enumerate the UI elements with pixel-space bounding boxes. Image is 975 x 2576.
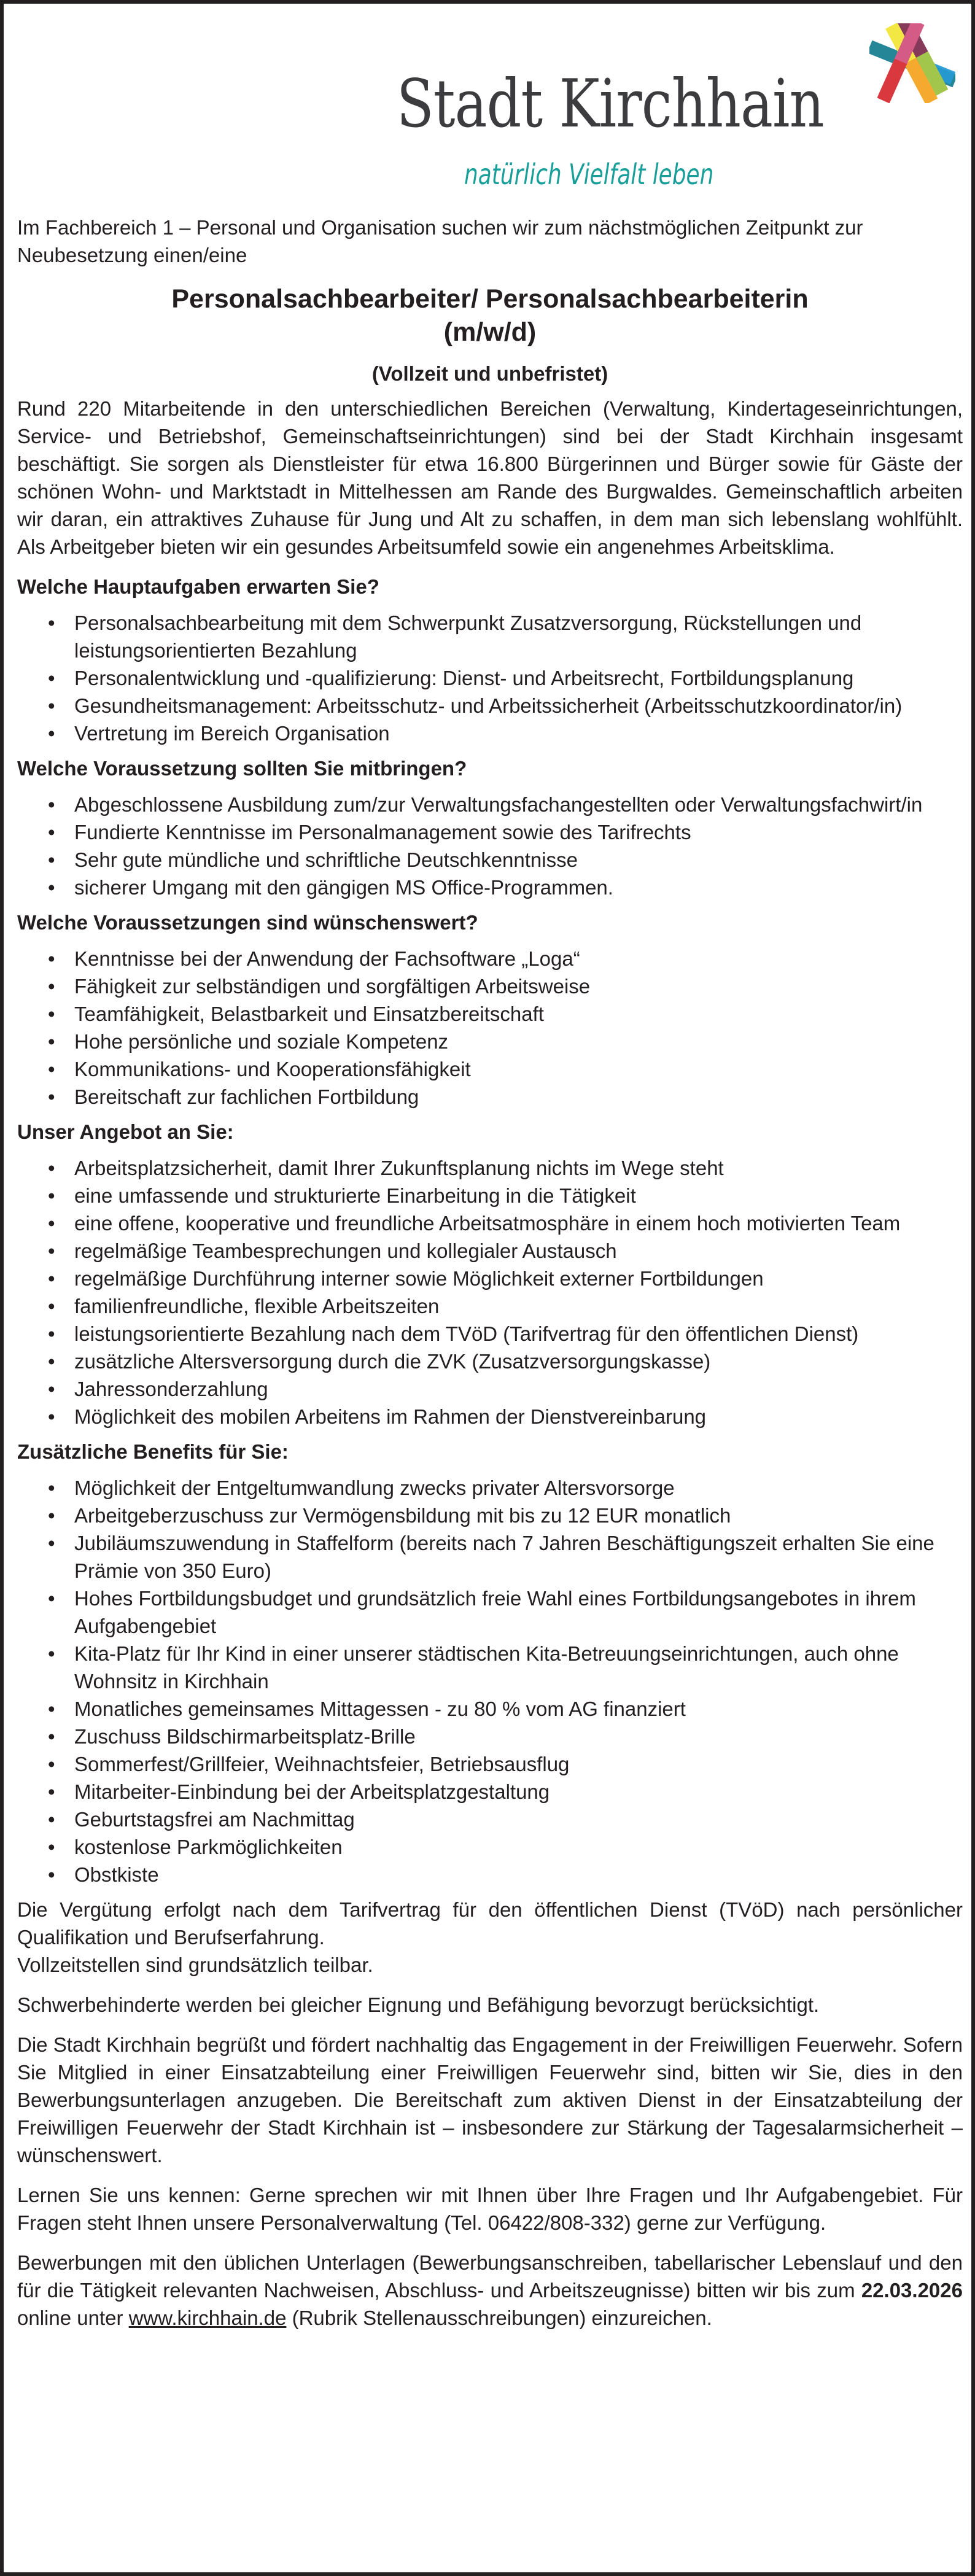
list-item: • Möglichkeit des mobilen Arbeitens im Rahmen der Dienstvereinbarung bbox=[17, 1403, 963, 1430]
list-item: • Personalsachbearbeitung mit dem Schwerpunkt Zusatzversorgung, Rückstellungen und leistungsorientierten Bezahlung bbox=[17, 609, 963, 664]
bullet-icon: • bbox=[48, 1350, 55, 1373]
benefits-list bbox=[17, 1474, 963, 1888]
tasks-list bbox=[17, 609, 963, 747]
parttime-info: Vollzeitstellen sind grundsätzlich teilbar. bbox=[17, 1953, 373, 1976]
list-item: • Fähigkeit zur selbständigen und sorgfältigen Arbeitsweise bbox=[17, 972, 963, 1000]
list-item: • Geburtstagsfrei am Nachmittag bbox=[17, 1806, 963, 1833]
bullet-icon: • bbox=[48, 1212, 55, 1235]
list-item: • Gesundheitsmanagement: Arbeitsschutz- und Arbeitssicherheit (Arbeitsschutzkoordinator/in) bbox=[17, 692, 963, 720]
bullet-icon: • bbox=[48, 848, 55, 871]
list-item: • Zuschuss Bildschirmarbeitsplatz-Brille bbox=[17, 1723, 963, 1750]
bullet-icon: • bbox=[48, 1808, 55, 1831]
list-item: • familienfreundliche, flexible Arbeitszeiten bbox=[17, 1292, 963, 1320]
bullet-icon: • bbox=[48, 821, 55, 844]
bullet-icon: • bbox=[48, 1504, 55, 1527]
list-item: • Jahressonderzahlung bbox=[17, 1375, 963, 1403]
bullet-icon: • bbox=[48, 975, 55, 998]
bullet-icon: • bbox=[48, 1322, 55, 1345]
bullet-icon: • bbox=[48, 793, 55, 816]
desirable-list bbox=[17, 945, 963, 1111]
bullet-icon: • bbox=[48, 1725, 55, 1748]
list-item: • Arbeitsplatzsicherheit, damit Ihrer Zukunftsplanung nichts im Wege steht bbox=[17, 1154, 963, 1182]
bullet-icon: • bbox=[48, 1184, 55, 1207]
bullet-icon: • bbox=[48, 1532, 55, 1554]
list-item: • Bereitschaft zur fachlichen Fortbildung bbox=[17, 1083, 963, 1111]
list-item: • Kenntnisse bei der Anwendung der Fachsoftware „Loga“ bbox=[17, 945, 963, 972]
section-heading-desirable: Welche Voraussetzungen sind wünschenswert? bbox=[17, 911, 478, 934]
bullet-icon: • bbox=[48, 611, 55, 634]
list-item: • Monatliches gemeinsames Mittagessen - zu 80 % vom AG finanziert bbox=[17, 1695, 963, 1723]
application-info: Bewerbungen mit den üblichen Unterlagen (Bewerbungsanschreiben, tabellarischer Lebenslauf und den für die Tätigkeit relevanten Nachweisen, Abschluss- und Arbeitszeugnisse) bitten wir bis zum 22.03.2026 online unter www.kirchhain.de (Rubrik Stellenausschreibungen) einzureichen. bbox=[17, 2251, 963, 2329]
bullet-icon: • bbox=[48, 1157, 55, 1179]
list-item: • zusätzliche Altersversorgung durch die ZVK (Zusatzversorgungskasse) bbox=[17, 1348, 963, 1375]
bullet-icon: • bbox=[48, 722, 55, 745]
section-heading-tasks: Welche Hauptaufgaben erwarten Sie? bbox=[17, 575, 379, 598]
bullet-icon: • bbox=[48, 1003, 55, 1025]
list-item: • leistungsorientierte Bezahlung nach dem TVöD (Tarifvertrag für den öffentlichen Dienst) bbox=[17, 1320, 963, 1348]
list-item: • Abgeschlossene Ausbildung zum/zur Verwaltungsfachangestellten oder Verwaltungsfachwirt/in bbox=[17, 791, 963, 818]
application-deadline: 22.03.2026 bbox=[861, 2279, 963, 2302]
list-item: • kostenlose Parkmöglichkeiten bbox=[17, 1833, 963, 1861]
list-item: • Personalentwicklung und -qualifizierung: Dienst- und Arbeitsrecht, Fortbildungsplanung bbox=[17, 664, 963, 692]
list-item: • eine umfassende und strukturierte Einarbeitung in die Tätigkeit bbox=[17, 1182, 963, 1209]
bullet-icon: • bbox=[48, 1863, 55, 1886]
contact-info: Lernen Sie uns kennen: Gerne sprechen wir mit Ihnen über Ihre Fragen und Ihr Aufgabengebiet. Für Fragen steht Ihnen unsere Personalverwaltung (Tel. 06422/808-332) gerne zur Verfügung. bbox=[17, 2184, 963, 2234]
firefighter-info: Die Stadt Kirchhain begrüßt und fördert nachhaltig das Engagement in der Freiwilligen Feuerwehr. Sofern Sie Mitglied in einer Einsatzabteilung einer Freiwilligen Feuerwehr sind, bitten wir Sie, dies in den Bewerbungsunterlagen anzugeben. Die Bereitschaft zum aktiven Dienst in der Einsatzabteilung der Freiwilligen Feuerwehr der Stadt Kirchhain ist – insbesondere zur Stärkung der Tagesalarmsicherheit – wünschenswert. bbox=[17, 2033, 963, 2167]
bullet-icon: • bbox=[48, 1836, 55, 1858]
list-item: • eine offene, kooperative und freundliche Arbeitsatmosphäre in einem hoch motivierten Team bbox=[17, 1209, 963, 1237]
section-heading-benefits: Zusätzliche Benefits für Sie: bbox=[17, 1440, 289, 1463]
list-item: • Möglichkeit der Entgeltumwandlung zwecks privater Altersvorsorge bbox=[17, 1474, 963, 1502]
bullet-icon: • bbox=[48, 1753, 55, 1775]
city-logo bbox=[397, 22, 961, 194]
bullet-icon: • bbox=[48, 1295, 55, 1317]
bullet-icon: • bbox=[48, 1642, 55, 1665]
disability-info: Schwerbehinderte werden bei gleicher Eignung und Befähigung bevorzugt berücksichtigt. bbox=[17, 1993, 820, 2016]
posting-content bbox=[17, 214, 963, 2344]
bullet-icon: • bbox=[48, 1267, 55, 1290]
bullet-icon: • bbox=[48, 1780, 55, 1803]
bullet-icon: • bbox=[48, 876, 55, 899]
list-item: • Vertretung im Bereich Organisation bbox=[17, 720, 963, 747]
list-item: • Jubiläumszuwendung in Staffelform (bereits nach 7 Jahren Beschäftigungszeit erhalten Sie eine Prämie von 350 Euro) bbox=[17, 1529, 963, 1585]
list-item: • Sehr gute mündliche und schriftliche Deutschkenntnisse bbox=[17, 846, 963, 874]
bullet-icon: • bbox=[48, 1058, 55, 1080]
bullet-icon: • bbox=[48, 1030, 55, 1053]
list-item: • Kommunikations- und Kooperationsfähigkeit bbox=[17, 1055, 963, 1083]
list-item: • Fundierte Kenntnisse im Personalmanagement sowie des Tarifrechts bbox=[17, 818, 963, 846]
list-item: • Arbeitgeberzuschuss zur Vermögensbildung mit bis zu 12 EUR monatlich bbox=[17, 1502, 963, 1529]
job-subtitle: (Vollzeit und unbefristet) bbox=[371, 362, 608, 385]
bullet-icon: • bbox=[48, 1378, 55, 1400]
list-item: • Obstkiste bbox=[17, 1861, 963, 1888]
offer-list bbox=[17, 1154, 963, 1430]
bullet-icon: • bbox=[48, 1240, 55, 1262]
bullet-icon: • bbox=[48, 1085, 55, 1108]
job-title-line2: (m/w/d) bbox=[443, 317, 537, 347]
bullet-icon: • bbox=[48, 947, 55, 970]
logo-tagline: natürlich Vielfalt leben bbox=[464, 158, 714, 191]
logo-title: Stadt Kirchhain bbox=[397, 66, 824, 142]
bullet-icon: • bbox=[48, 1405, 55, 1428]
bullet-icon: • bbox=[48, 1697, 55, 1720]
list-item: • Hohes Fortbildungsbudget und grundsätzlich freie Wahl eines Fortbildungsangebotes in ihrem Aufgabengebiet bbox=[17, 1585, 963, 1640]
bullet-icon: • bbox=[48, 1476, 55, 1499]
list-item: • Hohe persönliche und soziale Kompetenz bbox=[17, 1028, 963, 1055]
list-item: • regelmäßige Teambesprechungen und kollegialer Austausch bbox=[17, 1237, 963, 1265]
colorful-star-logo-icon bbox=[869, 23, 955, 103]
section-heading-requirements: Welche Voraussetzung sollten Sie mitbringen? bbox=[17, 757, 467, 780]
list-item: • Sommerfest/Grillfeier, Weihnachtsfeier, Betriebsausflug bbox=[17, 1750, 963, 1778]
list-item: • Teamfähigkeit, Belastbarkeit und Einsatzbereitschaft bbox=[17, 1000, 963, 1028]
job-title-line1: Personalsachbearbeiter/ Personalsachbearbeiterin bbox=[171, 284, 809, 314]
bullet-icon: • bbox=[48, 694, 55, 717]
list-item: • regelmäßige Durchführung interner sowie Möglichkeit externer Fortbildungen bbox=[17, 1265, 963, 1292]
section-heading-offer: Unser Angebot an Sie: bbox=[17, 1120, 234, 1143]
intro-text: Im Fachbereich 1 – Personal und Organisation suchen wir zum nächstmöglichen Zeitpunkt zur Neubesetzung einen/eine bbox=[17, 216, 863, 266]
bullet-icon: • bbox=[48, 667, 55, 689]
pay-info: Die Vergütung erfolgt nach dem Tarifvertrag für den öffentlichen Dienst (TVöD) nach persönlicher Qualifikation und Berufserfahrung. bbox=[17, 1898, 963, 1949]
list-item: • sicherer Umgang mit den gängigen MS Office-Programmen. bbox=[17, 874, 963, 901]
requirements-list bbox=[17, 791, 963, 901]
list-item: • Mitarbeiter-Einbindung bei der Arbeitsplatzgestaltung bbox=[17, 1778, 963, 1806]
job-title bbox=[17, 282, 963, 349]
bullet-icon: • bbox=[48, 1587, 55, 1610]
website-link[interactable]: www.kirchhain.de bbox=[128, 2306, 287, 2329]
company-description: Rund 220 Mitarbeitende in den unterschiedlichen Bereichen (Verwaltung, Kindertageseinrichtungen, Service- und Betriebshof, Gemeinschaftseinrichtungen) sind bei der Stadt Kirchhain insgesamt beschäftigt. Sie sorgen als Dienstleister für etwa 16.800 Bürgerinnen und Bürger sowie für Gäste der schönen Wohn- und Marktstadt in Mittelhessen am Rande des Burgwaldes. Gemeinschaftlich arbeiten wir daran, ein attraktives Zuhause für Jung und Alt zu schaffen, in dem man sich lebenslang wohlfühlt. Als Arbeitgeber bieten wir ein gesundes Arbeitsumfeld sowie ein angenehmes Arbeitsklima. bbox=[17, 397, 963, 558]
list-item: • Kita-Platz für Ihr Kind in einer unserer städtischen Kita-Betreuungseinrichtungen, auch ohne Wohnsitz in Kirchhain bbox=[17, 1640, 963, 1695]
